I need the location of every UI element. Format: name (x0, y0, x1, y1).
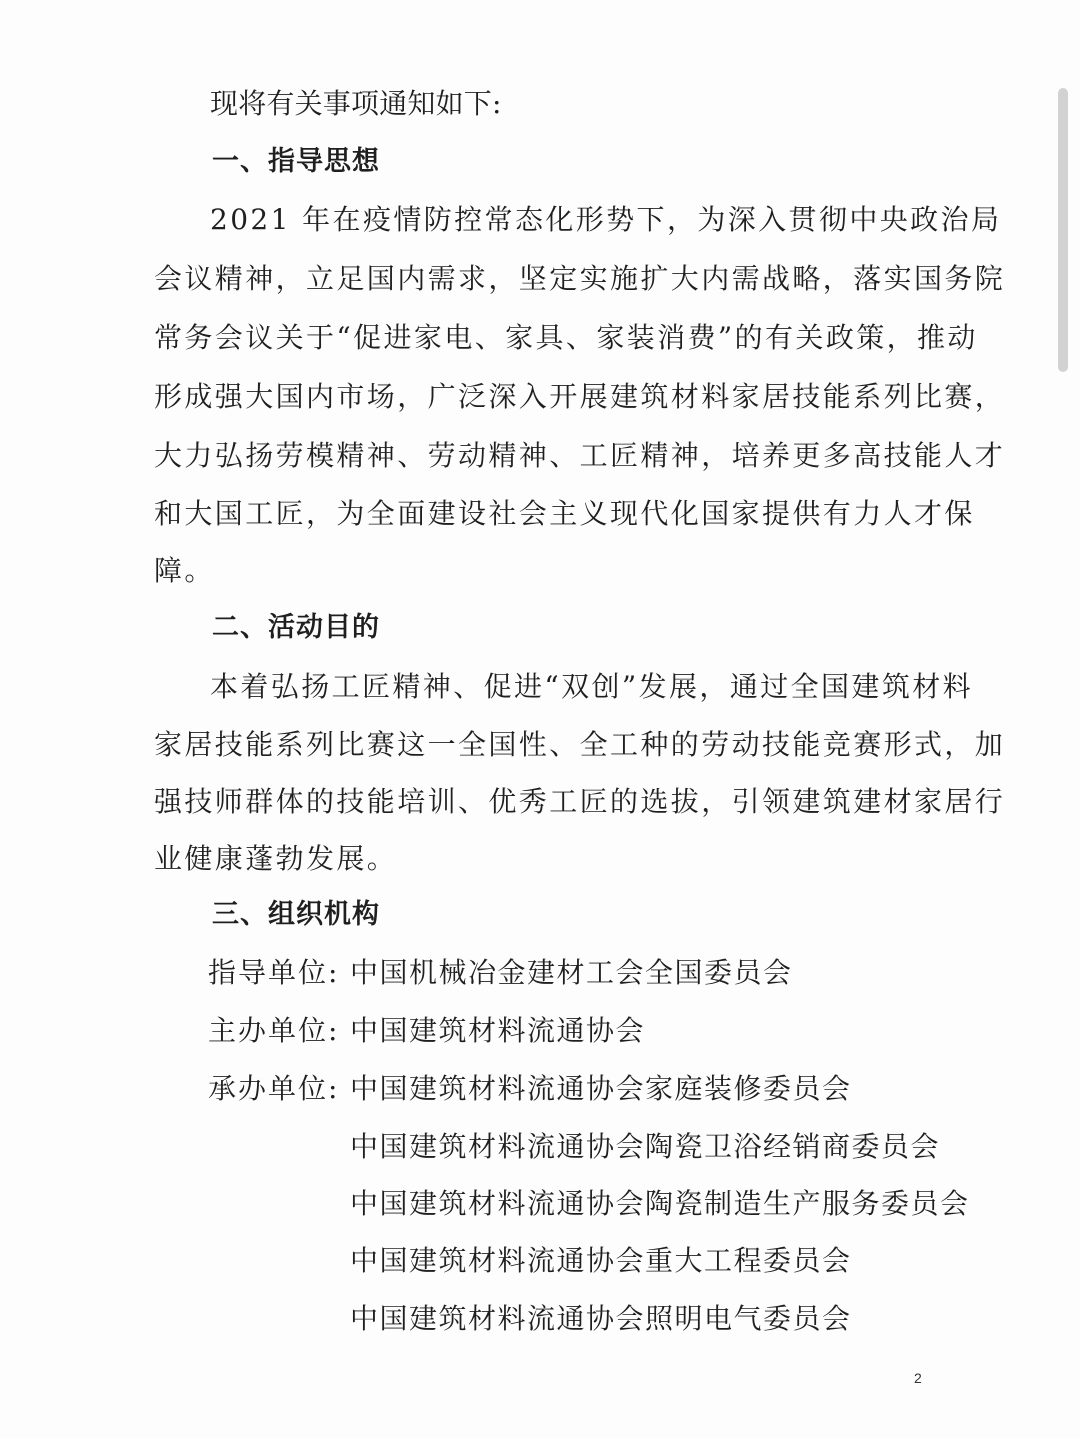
section-heading-organization: 三、组织机构 (212, 899, 380, 930)
guide-unit-value: 中国机械冶金建材工会全国委员会 (350, 956, 793, 989)
paragraph-line: 会议精神，立足国内需求，坚定实施扩大内需战略，落实国务院 (154, 262, 1006, 295)
organizer-unit-value: 中国建筑材料流通协会陶瓷制造生产服务委员会 (350, 1187, 970, 1220)
organizer-unit-value: 中国建筑材料流通协会重大工程委员会 (350, 1244, 852, 1277)
paragraph-line: 2021 年在疫情防控常态化形势下，为深入贯彻中央政治局 (210, 203, 1002, 236)
paragraph-line: 障。 (154, 554, 215, 587)
scrollbar-thumb[interactable] (1058, 88, 1068, 372)
organizer-unit-value: 中国建筑材料流通协会照明电气委员会 (350, 1302, 852, 1335)
paragraph-line: 家居技能系列比赛这一全国性、全工种的劳动技能竞赛形式，加 (154, 728, 1006, 761)
paragraph-line: 大力弘扬劳模精神、劳动精神、工匠精神，培养更多高技能人才 (154, 439, 1006, 472)
section-heading-activity-purpose: 二、活动目的 (212, 612, 380, 643)
organizer-unit-value: 中国建筑材料流通协会陶瓷卫浴经销商委员会 (350, 1130, 941, 1163)
host-unit-value: 中国建筑材料流通协会 (350, 1014, 646, 1047)
paragraph-line: 强技师群体的技能培训、优秀工匠的选拔，引领建筑建材家居行 (154, 785, 1006, 818)
intro-text: 现将有关事项通知如下: (210, 87, 502, 120)
organizer-unit-value: 中国建筑材料流通协会家庭装修委员会 (350, 1072, 852, 1105)
paragraph-line: 业健康蓬勃发展。 (154, 842, 398, 875)
host-unit-label: 主办单位: (208, 1014, 340, 1047)
paragraph-line: 本着弘扬工匠精神、促进“双创”发展，通过全国建筑材料 (210, 670, 974, 703)
guide-unit-label: 指导单位: (208, 956, 340, 989)
paragraph-line: 常务会议关于“促进家电、家具、家装消费”的有关政策，推动 (154, 321, 978, 354)
paragraph-line: 形成强大国内市场，广泛深入开展建筑材料家居技能系列比赛， (154, 380, 1006, 413)
organizer-unit-label: 承办单位: (208, 1072, 340, 1105)
paragraph-line: 和大国工匠，为全面建设社会主义现代化国家提供有力人才保 (154, 497, 975, 530)
page-number: 2 (914, 1370, 922, 1386)
section-heading-guiding-ideology: 一、指导思想 (212, 146, 380, 177)
